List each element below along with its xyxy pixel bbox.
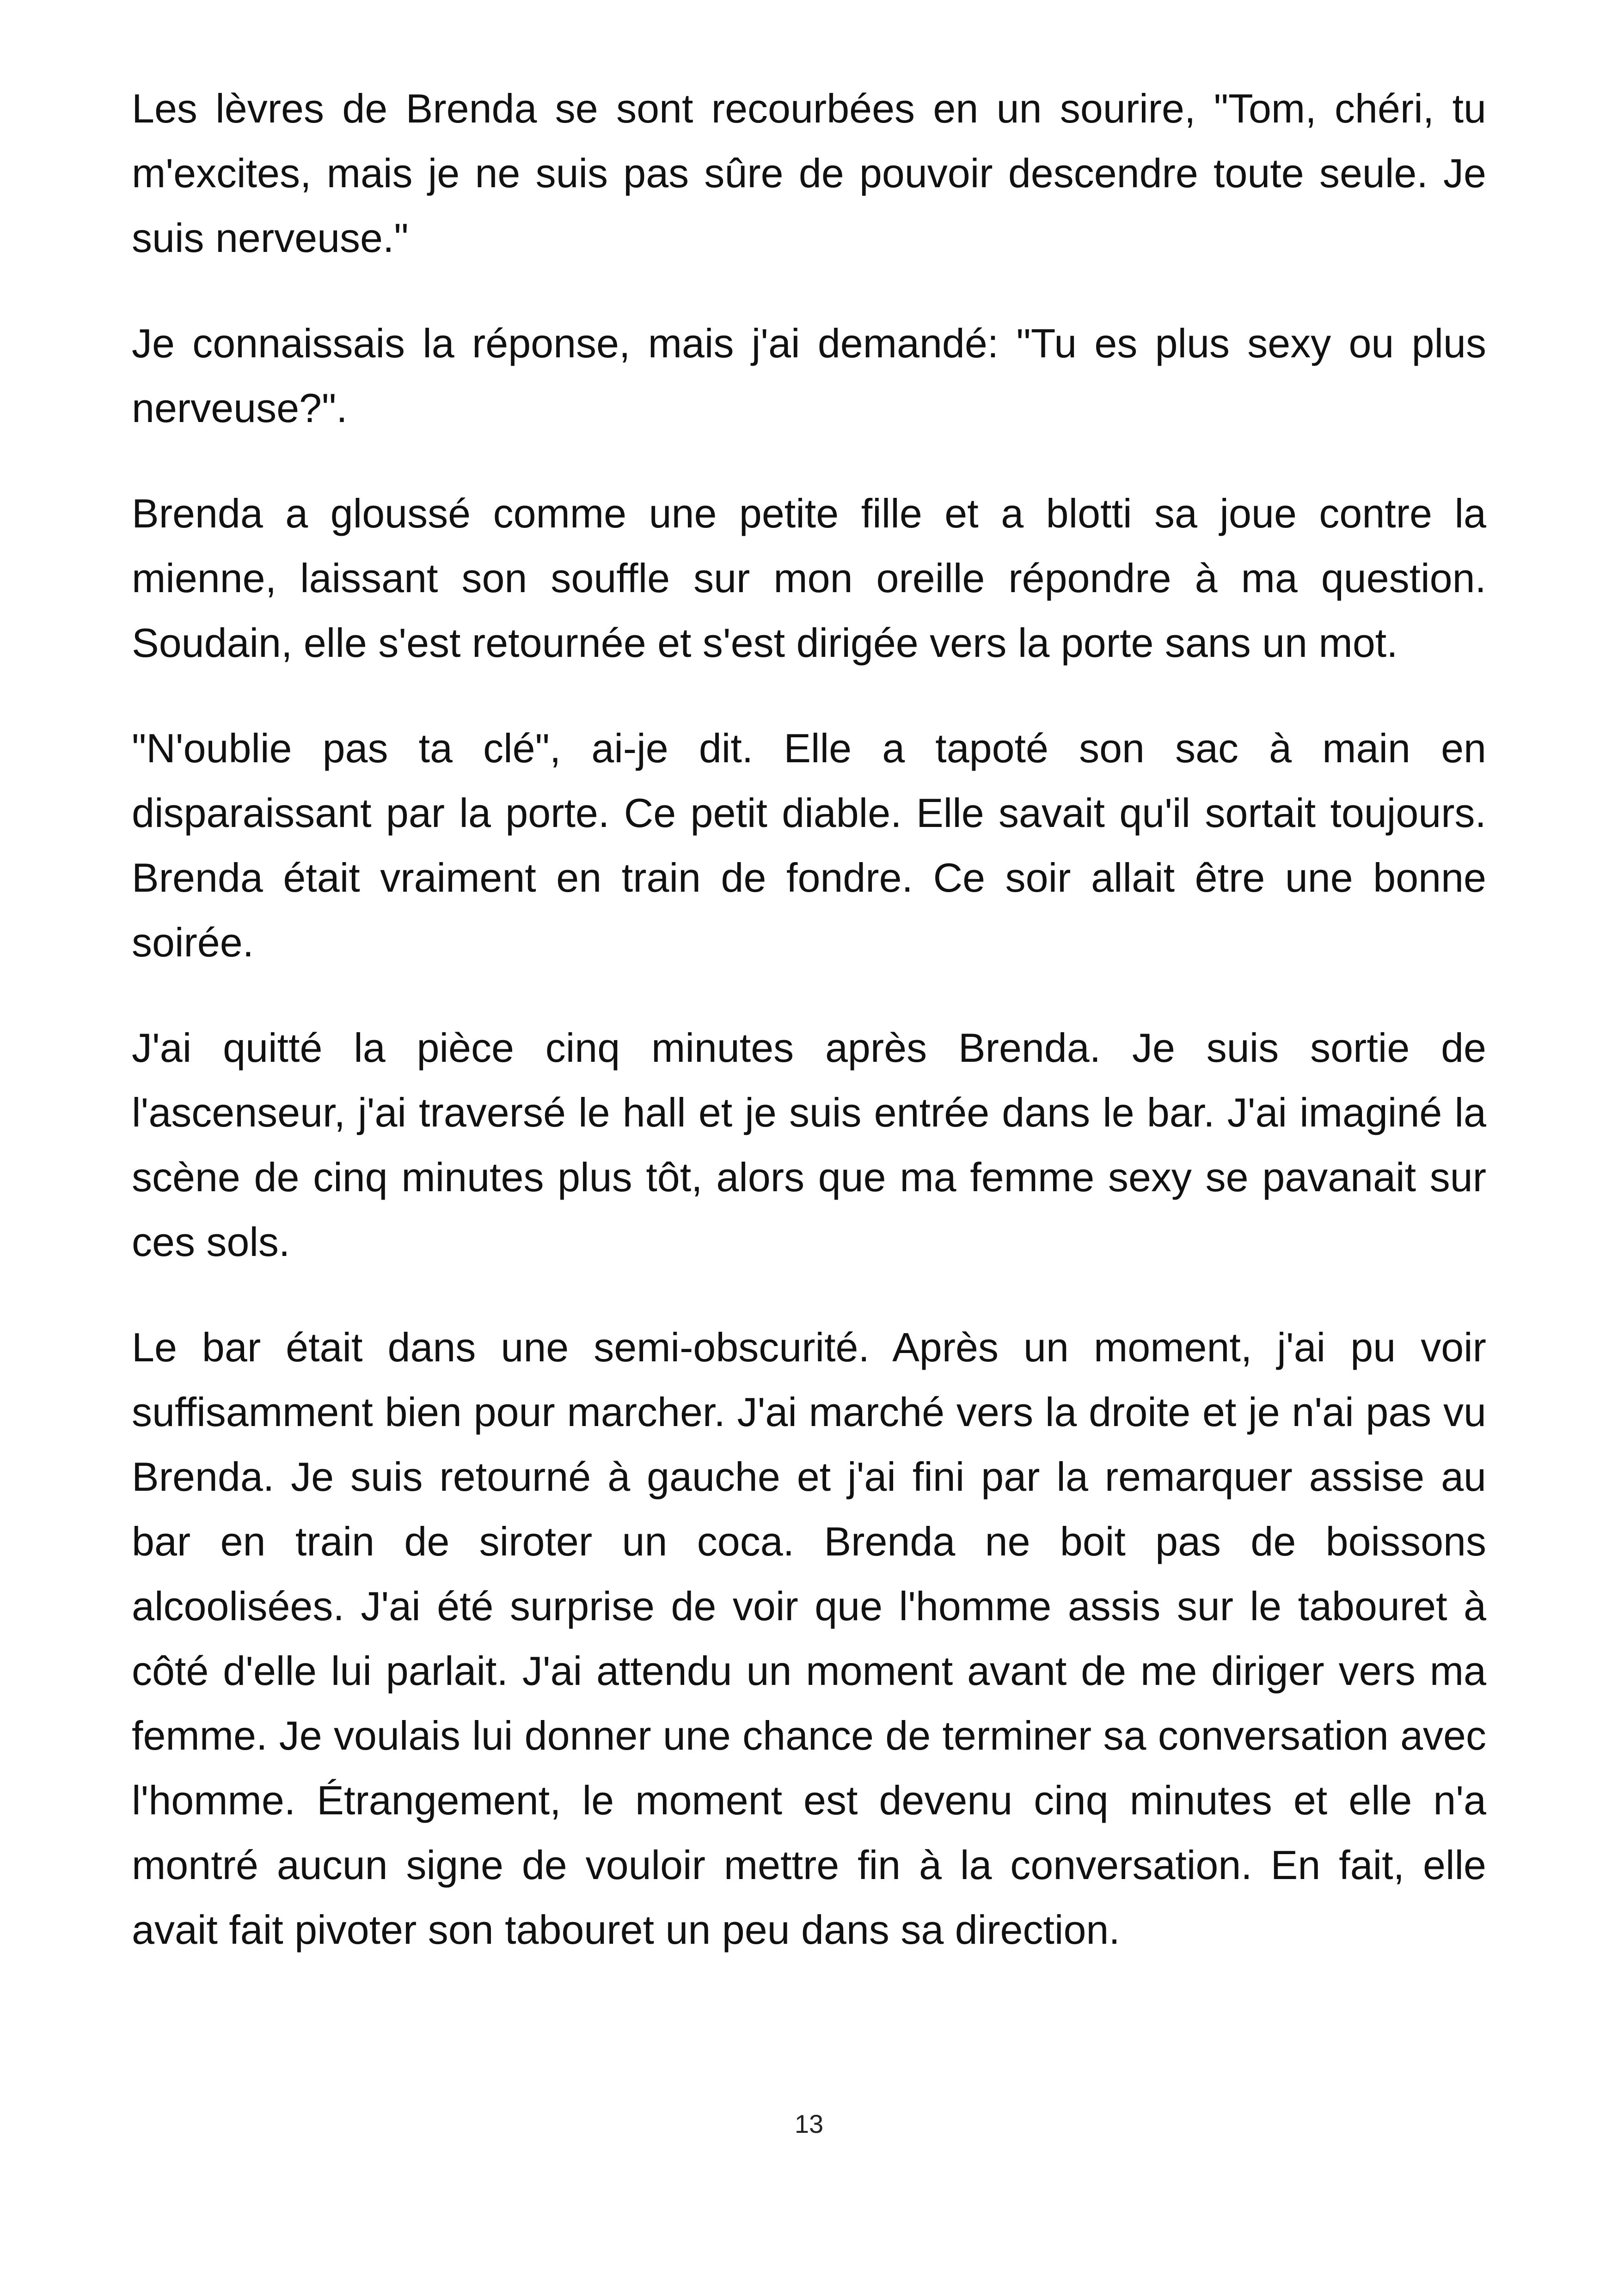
paragraph-4: "N'oublie pas ta clé", ai-je dit. Elle a tapoté son sac à main en disparaissant par la porte. Ce petit diable. Elle savait qu'il sortait toujours. Brenda était vraiment en train de fondre. Ce soir allait être une bonne soirée. [132,725,1486,965]
paragraph-1: Les lèvres de Brenda se sont recourbées en un sourire, "Tom, chéri, tu m'excites, mais je ne suis pas sûre de pouvoir descendre toute seule. Je suis nerveuse." [132,86,1486,261]
body-text [132,76,1486,2003]
paragraph-6: Le bar était dans une semi-obscurité. Après un moment, j'ai pu voir suffisamment bien pour marcher. J'ai marché vers la droite et je n'ai pas vu Brenda. Je suis retourné à gauche et j'ai fini par la remarquer assise au bar en train de siroter un coca. Brenda ne boit pas de boissons alcoolisées. J'ai été surprise de voir que l'homme assis sur le tabouret à côté d'elle lui parlait. J'ai attendu un moment avant de me diriger vers ma femme. Je voulais lui donner une chance de terminer sa conversation avec l'homme. Étrangement, le moment est devenu cinq minutes et elle n'a montré aucun signe de vouloir mettre fin à la conversation. En fait, elle avait fait pivoter son tabouret un peu dans sa direction. [132,1324,1486,1953]
paragraph-3: Brenda a gloussé comme une petite fille et a blotti sa joue contre la mienne, laissant son souffle sur mon oreille répondre à ma question. Soudain, elle s'est retournée et s'est dirigée vers la porte sans un mot. [132,490,1486,666]
paragraph-5: J'ai quitté la pièce cinq minutes après Brenda. Je suis sortie de l'ascenseur, j'ai traversé le hall et je suis entrée dans le bar. J'ai imaginé la scène de cinq minutes plus tôt, alors que ma femme sexy se pavanait sur ces sols. [132,1025,1486,1265]
page-number: 13 [794,2109,824,2138]
paragraph-2: Je connaissais la réponse, mais j'ai demandé: "Tu es plus sexy ou plus nerveuse?". [132,320,1486,431]
